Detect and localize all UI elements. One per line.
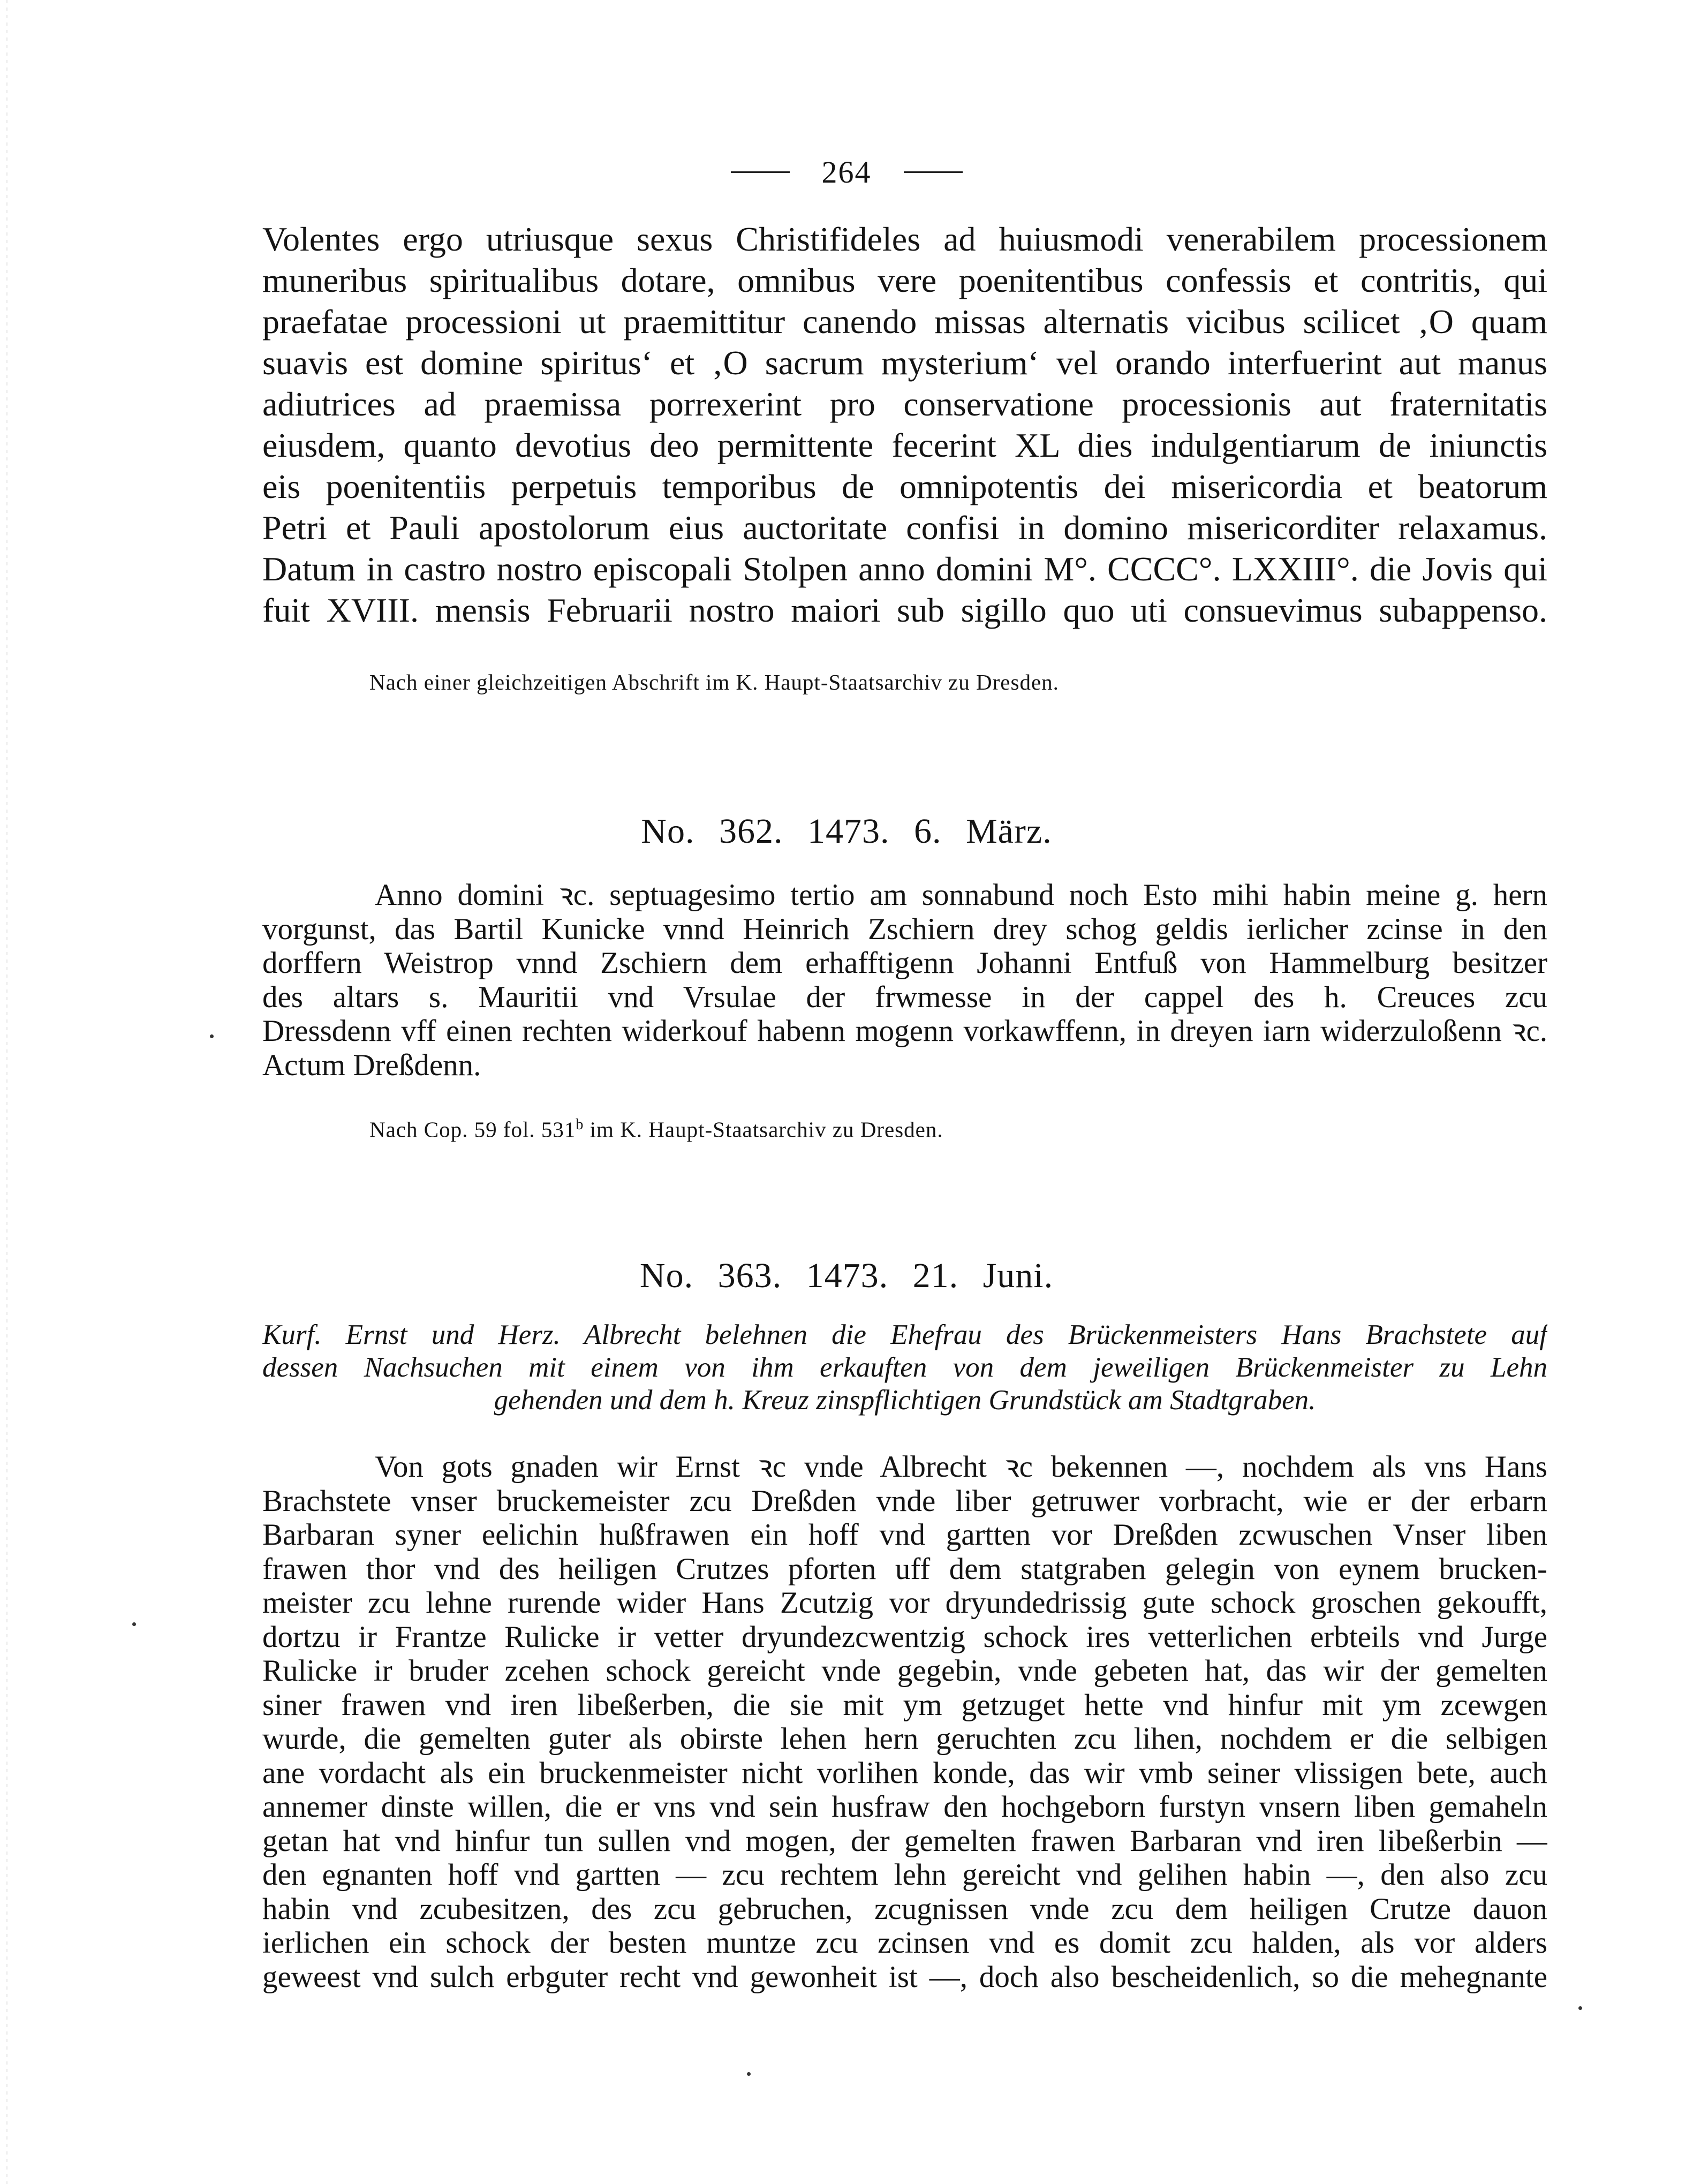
summary-line: dessen Nachsuchen mit einem von ihm erkauften von dem jeweiligen Brückenmeister zu Lehn [262, 1352, 1547, 1383]
text-line: Petri et Pauli apostolorum eius auctoritate confisi in domino misericorditer relaxamus. [262, 509, 1547, 547]
source-note [369, 1116, 943, 1143]
text-line: Von gots gnaden wir Ernst ꝛc vnde Albrecht ꝛc bekennen —, nochdem als vns Hans [375, 1450, 1547, 1484]
doc-363-heading: No. 363. 1473. 21. Juni. [639, 1256, 1054, 1295]
text-line: eis poenitentiis perpetuis temporibus de omnipotentis dei misericordia et beatorum [262, 467, 1547, 505]
text-line: geweest vnd sulch erbguter recht vnd gewonheit ist —, doch also bescheidenlich, so die mehegnante [262, 1960, 1547, 1994]
scan-speck [747, 2072, 751, 2076]
text-line: fuit XVIII. mensis Februarii nostro maiori sub sigillo quo uti consuevimus subappenso. [262, 591, 1547, 629]
text-line: wurde, die gemelten guter als obirste lehen hern geruchten zcu lihen, nochdem er die selbigen [262, 1722, 1547, 1756]
scan-speck [132, 1622, 136, 1626]
source-text: Nach Cop. 59 fol. 531 [369, 1117, 576, 1142]
page-number: 264 [821, 155, 872, 190]
text-line: den egnanten hoff vnd gartten — zcu rechtem lehn gereicht vnd gelihen habin —, den also zcu [262, 1858, 1547, 1892]
text-line: siner frawen vnd iren libeßerben, die sie mit ym getzuget hette vnd hinfur mit ym zcewgen [262, 1688, 1547, 1722]
page-header [0, 154, 1693, 190]
text-line: habin vnd zcubesitzen, des zcu gebruchen, zcugnissen vnde zcu dem heiligen Crutze dauon [262, 1892, 1547, 1926]
source-text: im K. Haupt-Staatsarchiv zu Dresden. [584, 1117, 943, 1142]
text-line: Barbaran syner eelichin hußfrawen ein hoff vnd gartten vor Dreßden zcwuschen Vnser liben [262, 1518, 1547, 1552]
text-line: frawen thor vnd des heiligen Crutzes pforten uff dem statgraben gelegin von eynem brucken- [262, 1552, 1547, 1586]
text-line: muneribus spiritualibus dotare, omnibus vere poenitentibus confessis et contritis, qui [262, 261, 1547, 299]
text-line: des altars s. Mauritii vnd Vrsulae der frwmesse in der cappel des h. Creuces zcu [262, 980, 1547, 1014]
text-line: annemer dinste willen, die er vns vnd sein husfraw den hochgeborn furstyn vnsern liben gemaheln [262, 1790, 1547, 1824]
text-line: dortzu ir Frantze Rulicke ir vetter dryundezcwentzig schock ires vetterlichen erbteils vnd Jurge [262, 1620, 1547, 1654]
header-rule-left [731, 171, 790, 173]
text-line: praefatae processioni ut praemittitur canendo missas alternatis vicibus scilicet ‚O quam [262, 303, 1547, 341]
text-line: adiutrices ad praemissa porrexerint pro conservatione processionis aut fraternitatis [262, 385, 1547, 423]
summary-line: gehenden und dem h. Kreuz zinspflichtigen Grundstück am Stadtgraben. [494, 1385, 1316, 1416]
text-line: eiusdem, quanto devotius deo permittente fecerint XL dies indulgentiarum de iniunctis [262, 426, 1547, 464]
text-line: getan hat vnd hinfur tun sullen vnd mogen, der gemelten frawen Barbaran vnd iren libeßerbin — [262, 1824, 1547, 1858]
summary-line: Kurf. Ernst und Herz. Albrecht belehnen die Ehefrau des Brückenmeisters Hans Brachstete auf [262, 1319, 1547, 1350]
text-line: Volentes ergo utriusque sexus Christifideles ad huiusmodi venerabilem processionem [262, 220, 1547, 258]
text-line: ierlichen ein schock der besten muntze zcu zcinsen vnd es domit zcu halden, als vor alders [262, 1926, 1547, 1960]
scan-speck [210, 1034, 214, 1038]
text-line: Actum Dreßdenn. [262, 1048, 481, 1082]
text-line: Dressdenn vff einen rechten widerkouf habenn mogenn vorkawffenn, in dreyen iarn widerzuloßenn ꝛc. [262, 1014, 1547, 1048]
text-line: vorgunst, das Bartil Kunicke vnnd Heinrich Zschiern drey schog geldis ierlicher zcinse in den [262, 912, 1547, 946]
doc-362-heading: No. 362. 1473. 6. März. [641, 812, 1052, 851]
scan-edge [6, 0, 7, 2184]
doc-363-summary [262, 1319, 1547, 1417]
continuation-text [262, 218, 1547, 631]
scan-speck [1578, 2006, 1582, 2010]
text-line: dorffern Weistrop vnnd Zschiern dem erhafftigenn Johanni Entfuß von Hammelburg besitzer [262, 946, 1547, 980]
text-line: Anno domini ꝛc. septuagesimo tertio am sonnabund noch Esto mihi habin meine g. hern [375, 878, 1547, 912]
header-rule-right [904, 171, 963, 173]
text-line: meister zcu lehne rurende wider Hans Zcutzig vor dryundedrissig gute schock groschen gekoufft, [262, 1586, 1547, 1620]
text-line: Brachstete vnser bruckemeister zcu Dreßden vnde liber getruwer vorbracht, wie er der erbarn [262, 1484, 1547, 1518]
source-superscript: b [576, 1116, 584, 1133]
text-line: suavis est domine spiritus‘ et ‚O sacrum mysterium‘ vel orando interfuerint aut manus [262, 344, 1547, 382]
text-line: Rulicke ir bruder zcehen schock gereicht vnde gegebin, vnde gebeten hat, das wir der gemelten [262, 1654, 1547, 1688]
doc-362-text [262, 878, 1547, 1082]
text-line: ane vordacht als ein bruckenmeister nicht vorlihen konde, das wir vmb seiner vlissigen bete, auch [262, 1756, 1547, 1790]
doc-363-text [262, 1450, 1547, 1994]
text-line: Datum in castro nostro episcopali Stolpen anno domini M°. CCCC°. LXXIII°. die Jovis qui [262, 550, 1547, 588]
source-note: Nach einer gleichzeitigen Abschrift im K. Haupt-Staatsarchiv zu Dresden. [369, 670, 1059, 694]
